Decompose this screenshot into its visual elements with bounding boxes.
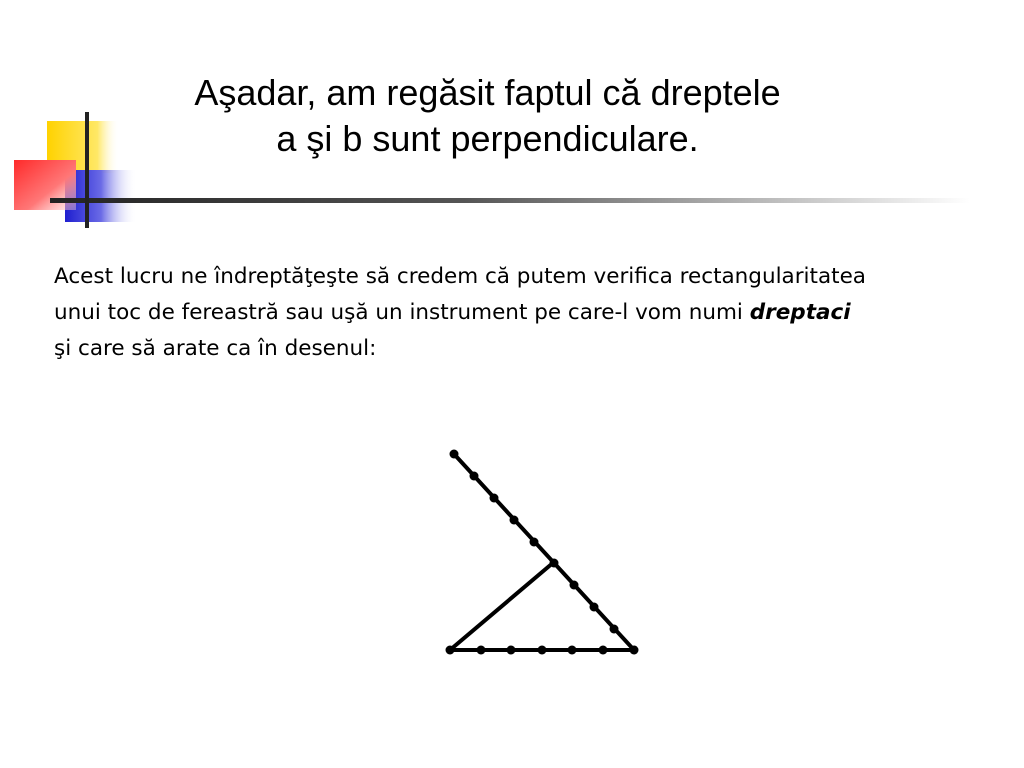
body-line-1: Acest lucru ne îndreptăţeşte să credem că putem verifica rectangularitatea <box>54 264 866 289</box>
base-point <box>507 646 516 655</box>
slanted-point <box>550 559 559 568</box>
slanted-point <box>530 538 539 547</box>
slanted-point <box>510 516 519 525</box>
slanted-point <box>470 472 479 481</box>
base-point <box>568 646 577 655</box>
title-line-2: a şi b sunt perpendiculare. <box>276 118 699 159</box>
title-line-1: Aşadar, am regăsit faptul că dreptele <box>194 72 781 113</box>
base-point <box>599 646 608 655</box>
base-point <box>477 646 486 655</box>
body-line-2-text: unui toc de fereastră sau uşă un instrument pe care-l vom numi <box>54 300 750 325</box>
slanted-point <box>450 450 459 459</box>
base-point <box>630 646 639 655</box>
slanted-point <box>490 494 499 503</box>
slanted-point <box>570 581 579 590</box>
slanted-point <box>610 625 619 634</box>
body-line-3: şi care să arate ca în desenul: <box>54 336 377 361</box>
slanted-point <box>590 603 599 612</box>
brace-segment <box>450 562 554 650</box>
base-point <box>538 646 547 655</box>
base-point <box>446 646 455 655</box>
term-dreptaci: dreptaci <box>749 300 851 325</box>
slanted-ruler <box>454 454 634 650</box>
